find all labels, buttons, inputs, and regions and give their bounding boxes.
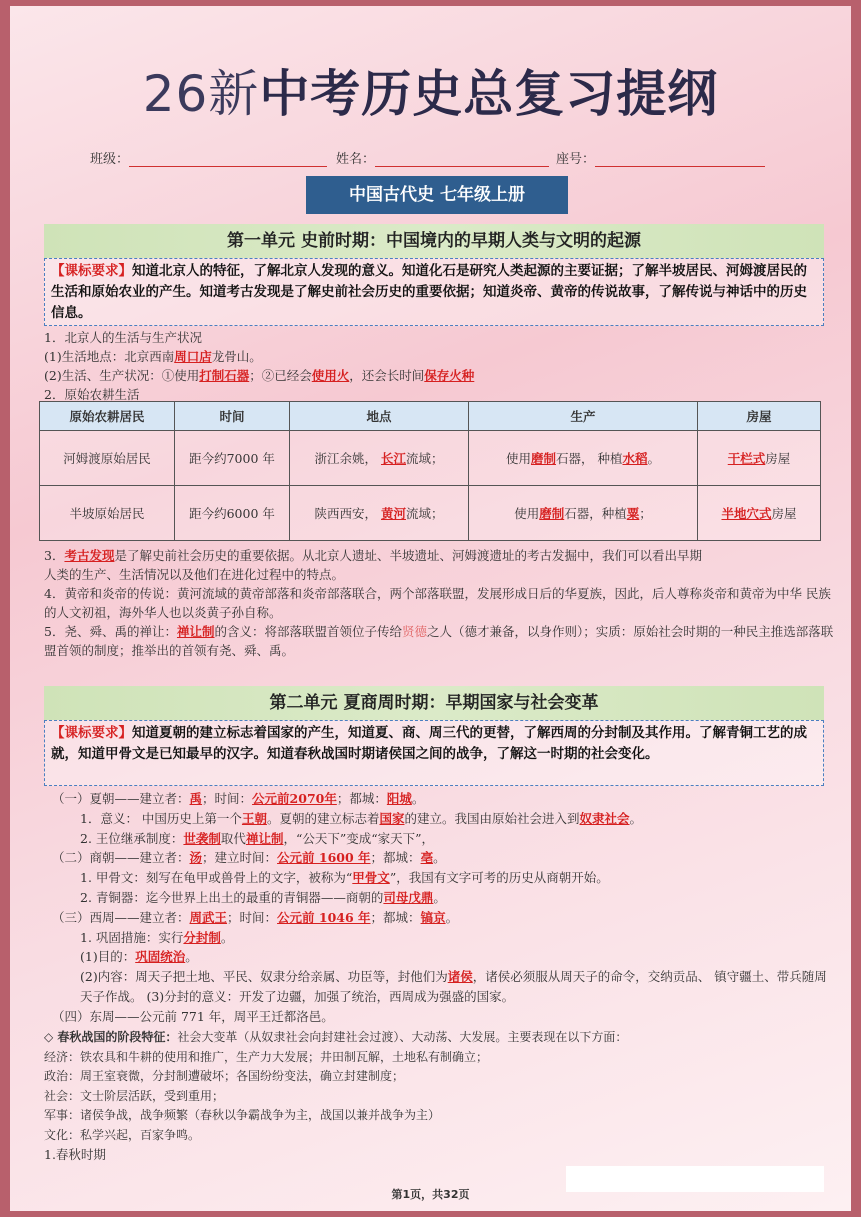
unit1-requirements: 【课标要求】知道北京人的特征，了解北京人发现的意义。知道化石是研究人类起源的主要证据；了解半坡居民、河姆渡居民的生活和原始农业的产生。知道考古发现是了解史前社会历史的重要依据；知道炎帝、黄帝的传说故事，了解传说与神话中的历史信息。 [44, 258, 824, 326]
class-field[interactable]: 班级： [90, 148, 327, 167]
name-field[interactable]: 姓名： [336, 148, 549, 167]
table-header-row: 原始农耕居民 时间 地点 生产 房屋 [40, 402, 821, 431]
spring-autumn-block: ◇ 春秋战国的阶段特征：社会大变革（从奴隶社会向封建社会过渡）、大动荡、大发展。主要表现在以下方面： 经济：铁农具和牛耕的使用和推广，生产力大发展；井田制瓦解，土地私有制确立； 政治：周王室衰微，分封制遭破坏；各国纷纷变法，确立封建制度； 社会：文士阶层活跃，受到重用； 军事：诸侯争战，战争频繁（春秋以争霸战争为主，战国以兼并战争为主） 文化：私学兴起，百家争鸣。 1.春秋时期 [44, 1030, 628, 1162]
table-row: 半坡原始居民 距今约6000 年 陕西西安， 黄河流域； 使用磨制石器，种植粟； 半地穴式房屋 [40, 486, 821, 541]
document-page [10, 6, 851, 1211]
unit2-requirements: 【课标要求】知道夏朝的建立标志着国家的产生，知道夏、商、周三代的更替，了解西周的分封制及其作用。了解青铜工艺的成就，知道甲骨文是已知最早的汉字。知道春秋战国时期诸侯国之间的战争，了解这一时期的社会变化。 [44, 720, 824, 786]
unit2-title: 第二单元 夏商周时期：早期国家与社会变革 [44, 686, 824, 720]
unit1-text-block-2: 3．考古发现是了解史前社会历史的重要依据。从北京人遗址、半坡遗址、河姆渡遗址的考古发掘中，我们可以看出早期 人类的生产、生活情况以及他们在进化过程中的特点。 4．黄帝和炎帝的传说：黄河流域的黄帝部落和炎帝部落联合，两个部落联盟，发展形成日后的华夏族，因此，后人尊称炎帝和黄帝为中华 民族的人文初祖，海外华人也以炎黄子孙自称。 5．尧、舜、禹的禅让：禅让制的含义：将部落联盟首领位子传给贤德之人（德才兼备，以身作则）；实质：原始社会时期的一种民主推选部落联盟首领的制度；推举出的首领有尧、舜、禹。 [44, 548, 834, 658]
unit1-title: 第一单元 史前时期：中国境内的早期人类与文明的起源 [44, 224, 824, 258]
page-title: 26新中考历史总复习提纲 [142, 65, 719, 123]
seat-field[interactable]: 座号： [556, 148, 765, 167]
farming-table [39, 401, 821, 541]
table-row: 河姆渡原始居民 距今约7000 年 浙江余姚， 长江流域； 使用磨制石器， 种植水稻。 干栏式房屋 [40, 431, 821, 486]
unit2-text-block: （一）夏朝——建立者：禹；时间：公元前2070年；都城：阳城。 1．意义： 中国历史上第一个王朝。夏朝的建立标志着国家的建立。我国由原始社会进入到奴隶社会。 2. 王位继承制度：世袭制取代禅让制，“公天下”变成“家天下”， （二）商朝——建立者：汤；建立时间：公元前 1600 年；都城：亳。 1. 甲骨文：刻写在龟甲或兽骨上的文字，被称为“甲骨文”，我国有文字可考的历史从商朝开始。 2. 青铜器：迄今世界上出土的最重的青铜器——商朝的司母戊鼎。 （三）西周——建立者：周武王；时间：公元前 1046 年；都城：镐京。 1. 巩固措施：实行分封制。 (1)目的：巩固统治。 (2)内容：周天子把土地、平民、奴隶分给亲属、功臣等，封他们为诸侯，诸侯必须服从周天子的命令，交纳贡品、 镇守疆土、带兵随周天子作战。 (3)分封的意义：开发了边疆，加强了统治，西周成为强盛的国家。 （四）东周——公元前 771 年，周平王迁都洛邑。 [52, 791, 827, 1024]
unit1-text-block: 1．北京人的生活与生产状况 (1)生活地点：北京西南周口店龙骨山。 (2)生活、生产状况：①使用打制石器；②已经会使用火，还会长时间保存火种 2．原始农耕生活 [44, 330, 475, 402]
page-number: 第1页，共32页 [391, 1188, 470, 1201]
section-banner: 中国古代史 七年级上册 [306, 176, 568, 214]
